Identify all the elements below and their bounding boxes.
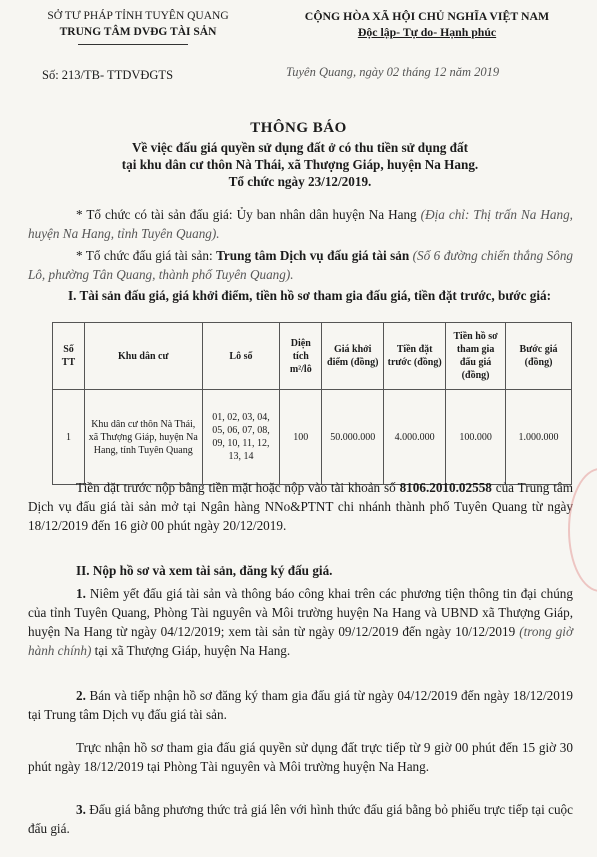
- place-date: Tuyên Quang, ngày 02 tháng 12 năm 2019: [286, 65, 500, 79]
- item-1-text: Niêm yết đấu giá tài sản và thông báo công khai trên các phương tiện thông tin đại chúng của tỉnh Tuyên Quang, Phòng Tài nguyên và Môi trường huyện Na Hang và UBND xã Thượng Giáp, huyện Na Hang từ ngày 04/12/2019; xem tài sản từ ngày 09/12/2019 đến ngày 10/12/2019: [28, 586, 573, 639]
- table-row: [53, 390, 572, 485]
- document-title: THÔNG BÁO: [250, 120, 347, 136]
- bank-account-number: 8106.2010.02558: [399, 480, 492, 495]
- item-2-number: 2.: [76, 688, 90, 703]
- auction-asset-table: [52, 322, 572, 485]
- auction-org-paragraph: [28, 246, 573, 284]
- ministry-name: SỞ TƯ PHÁP TỈNH TUYÊN QUANG: [47, 10, 229, 22]
- col-header-lot-number: Lô số: [202, 323, 280, 390]
- col-header-no: Số TT: [53, 323, 85, 390]
- cell-area-size: 100: [280, 390, 322, 485]
- subtitle-line-2: tại khu dân cư thôn Nà Thái, xã Thượng Giáp, huyện Na Hang.: [121, 157, 479, 172]
- table-header-row: [53, 323, 572, 390]
- cell-lot-number: 01, 02, 03, 04, 05, 06, 07, 08, 09, 10, 11, 12, 13, 14: [202, 390, 280, 485]
- agency-header: [18, 8, 258, 40]
- subtitle-line-3: Tổ chức ngày 23/12/2019.: [228, 174, 372, 189]
- cell-no: 1: [53, 390, 85, 485]
- item-1-number: 1.: [76, 586, 90, 601]
- section-1-heading: I. Tài sản đấu giá, giá khởi điểm, tiền hồ sơ tham gia đấu giá, tiền đặt trước, bước giá:: [68, 288, 551, 303]
- auction-org-label: * Tổ chức đấu giá tài sản:: [76, 248, 217, 263]
- dossier-receipt-paragraph: Trực nhận hồ sơ tham gia đấu giá quyền sử dụng đất trực tiếp từ 9 giờ 00 phút đến 15 giờ 30 phút ngày 18/12/2019 tại Phòng Tài nguyên và Môi trường huyện Na Hang.: [28, 740, 573, 774]
- deposit-text-2: của Trung tâm Dịch vụ đấu giá tài sản mở tại Ngân hàng NNo&PTNT chi nhánh thành phố Tuyên Quang từ ngày 18/12/2019 đến 16 giờ 00 phút ngày 20/12/2019.: [28, 480, 573, 533]
- item-3-paragraph: [28, 800, 573, 838]
- asset-owner-paragraph: [28, 205, 573, 243]
- auction-org-name: Trung tâm Dịch vụ đấu giá tài sản: [216, 248, 413, 263]
- document-number: Số: 213/TB- TTDVĐGTS: [42, 68, 174, 82]
- item-2-text: Bán và tiếp nhận hồ sơ đăng ký tham gia đấu giá từ ngày 04/12/2019 đến ngày 18/12/2019 tại Trung tâm Dịch vụ đấu giá tài sản.: [28, 688, 574, 722]
- cell-dossier-fee: 100.000: [446, 390, 506, 485]
- item-1-paragraph: [28, 584, 573, 660]
- item-2-paragraph: [28, 686, 573, 724]
- agency-underline: [78, 44, 188, 45]
- national-motto: Độc lập- Tự do- Hạnh phúc: [357, 25, 497, 39]
- deposit-text-1: Tiền đặt trước nộp bằng tiền mặt hoặc nộp vào tài khoản số: [76, 480, 400, 495]
- col-header-dossier-fee: Tiền hồ sơ tham gia đấu giá (đồng): [446, 323, 506, 390]
- item-3-number: 3.: [76, 802, 90, 817]
- section-2-heading: II. Nộp hồ sơ và xem tài sản, đăng ký đấu giá.: [76, 563, 333, 578]
- asset-owner-address: (Địa chỉ: Thị trấn Na Hang, huyện Na Hang, tỉnh Tuyên Quang).: [28, 207, 573, 241]
- asset-owner-label: * Tổ chức có tài sản đấu giá:: [76, 207, 237, 222]
- cell-price-step: 1.000.000: [506, 390, 572, 485]
- item-3-text: Đấu giá bằng phương thức trả giá lên với hình thức đấu giá bằng bỏ phiếu trực tiếp tại cuộc đấu giá.: [28, 802, 574, 836]
- cell-deposit: 4.000.000: [384, 390, 446, 485]
- col-header-area-size: Diện tích m²/lô: [280, 323, 322, 390]
- auction-org-address: (Số 6 đường chiến thắng Sông Lô, phường Tân Quang, thành phố Tuyên Quang).: [28, 248, 574, 282]
- asset-owner-name: Ủy ban nhân dân huyện Na Hang: [236, 207, 421, 222]
- col-header-price-step: Bước giá (đồng): [506, 323, 572, 390]
- cell-area-name: Khu dân cư thôn Nà Thái, xã Thượng Giáp, huyện Na Hang, tỉnh Tuyên Quang: [84, 390, 202, 485]
- subtitle-line-1: Về việc đấu giá quyền sử dụng đất ở có thu tiền sử dụng đất: [131, 140, 469, 155]
- deposit-paragraph: [28, 478, 573, 535]
- col-header-starting-price: Giá khởi điểm (đồng): [322, 323, 384, 390]
- item-1-text-end: tại xã Thượng Giáp, huyện Na Hang.: [91, 643, 291, 658]
- col-header-deposit: Tiền đặt trước (đồng): [384, 323, 446, 390]
- national-header: [262, 8, 592, 40]
- col-header-area-name: Khu dân cư: [84, 323, 202, 390]
- national-title: CỘNG HÒA XÃ HỘI CHỦ NGHĨA VIỆT NAM: [304, 9, 550, 23]
- item-1-italic-note: (trong giờ hành chính): [28, 624, 573, 658]
- cell-starting-price: 50.000.000: [322, 390, 384, 485]
- center-name: TRUNG TÂM DVĐG TÀI SẢN: [59, 26, 217, 38]
